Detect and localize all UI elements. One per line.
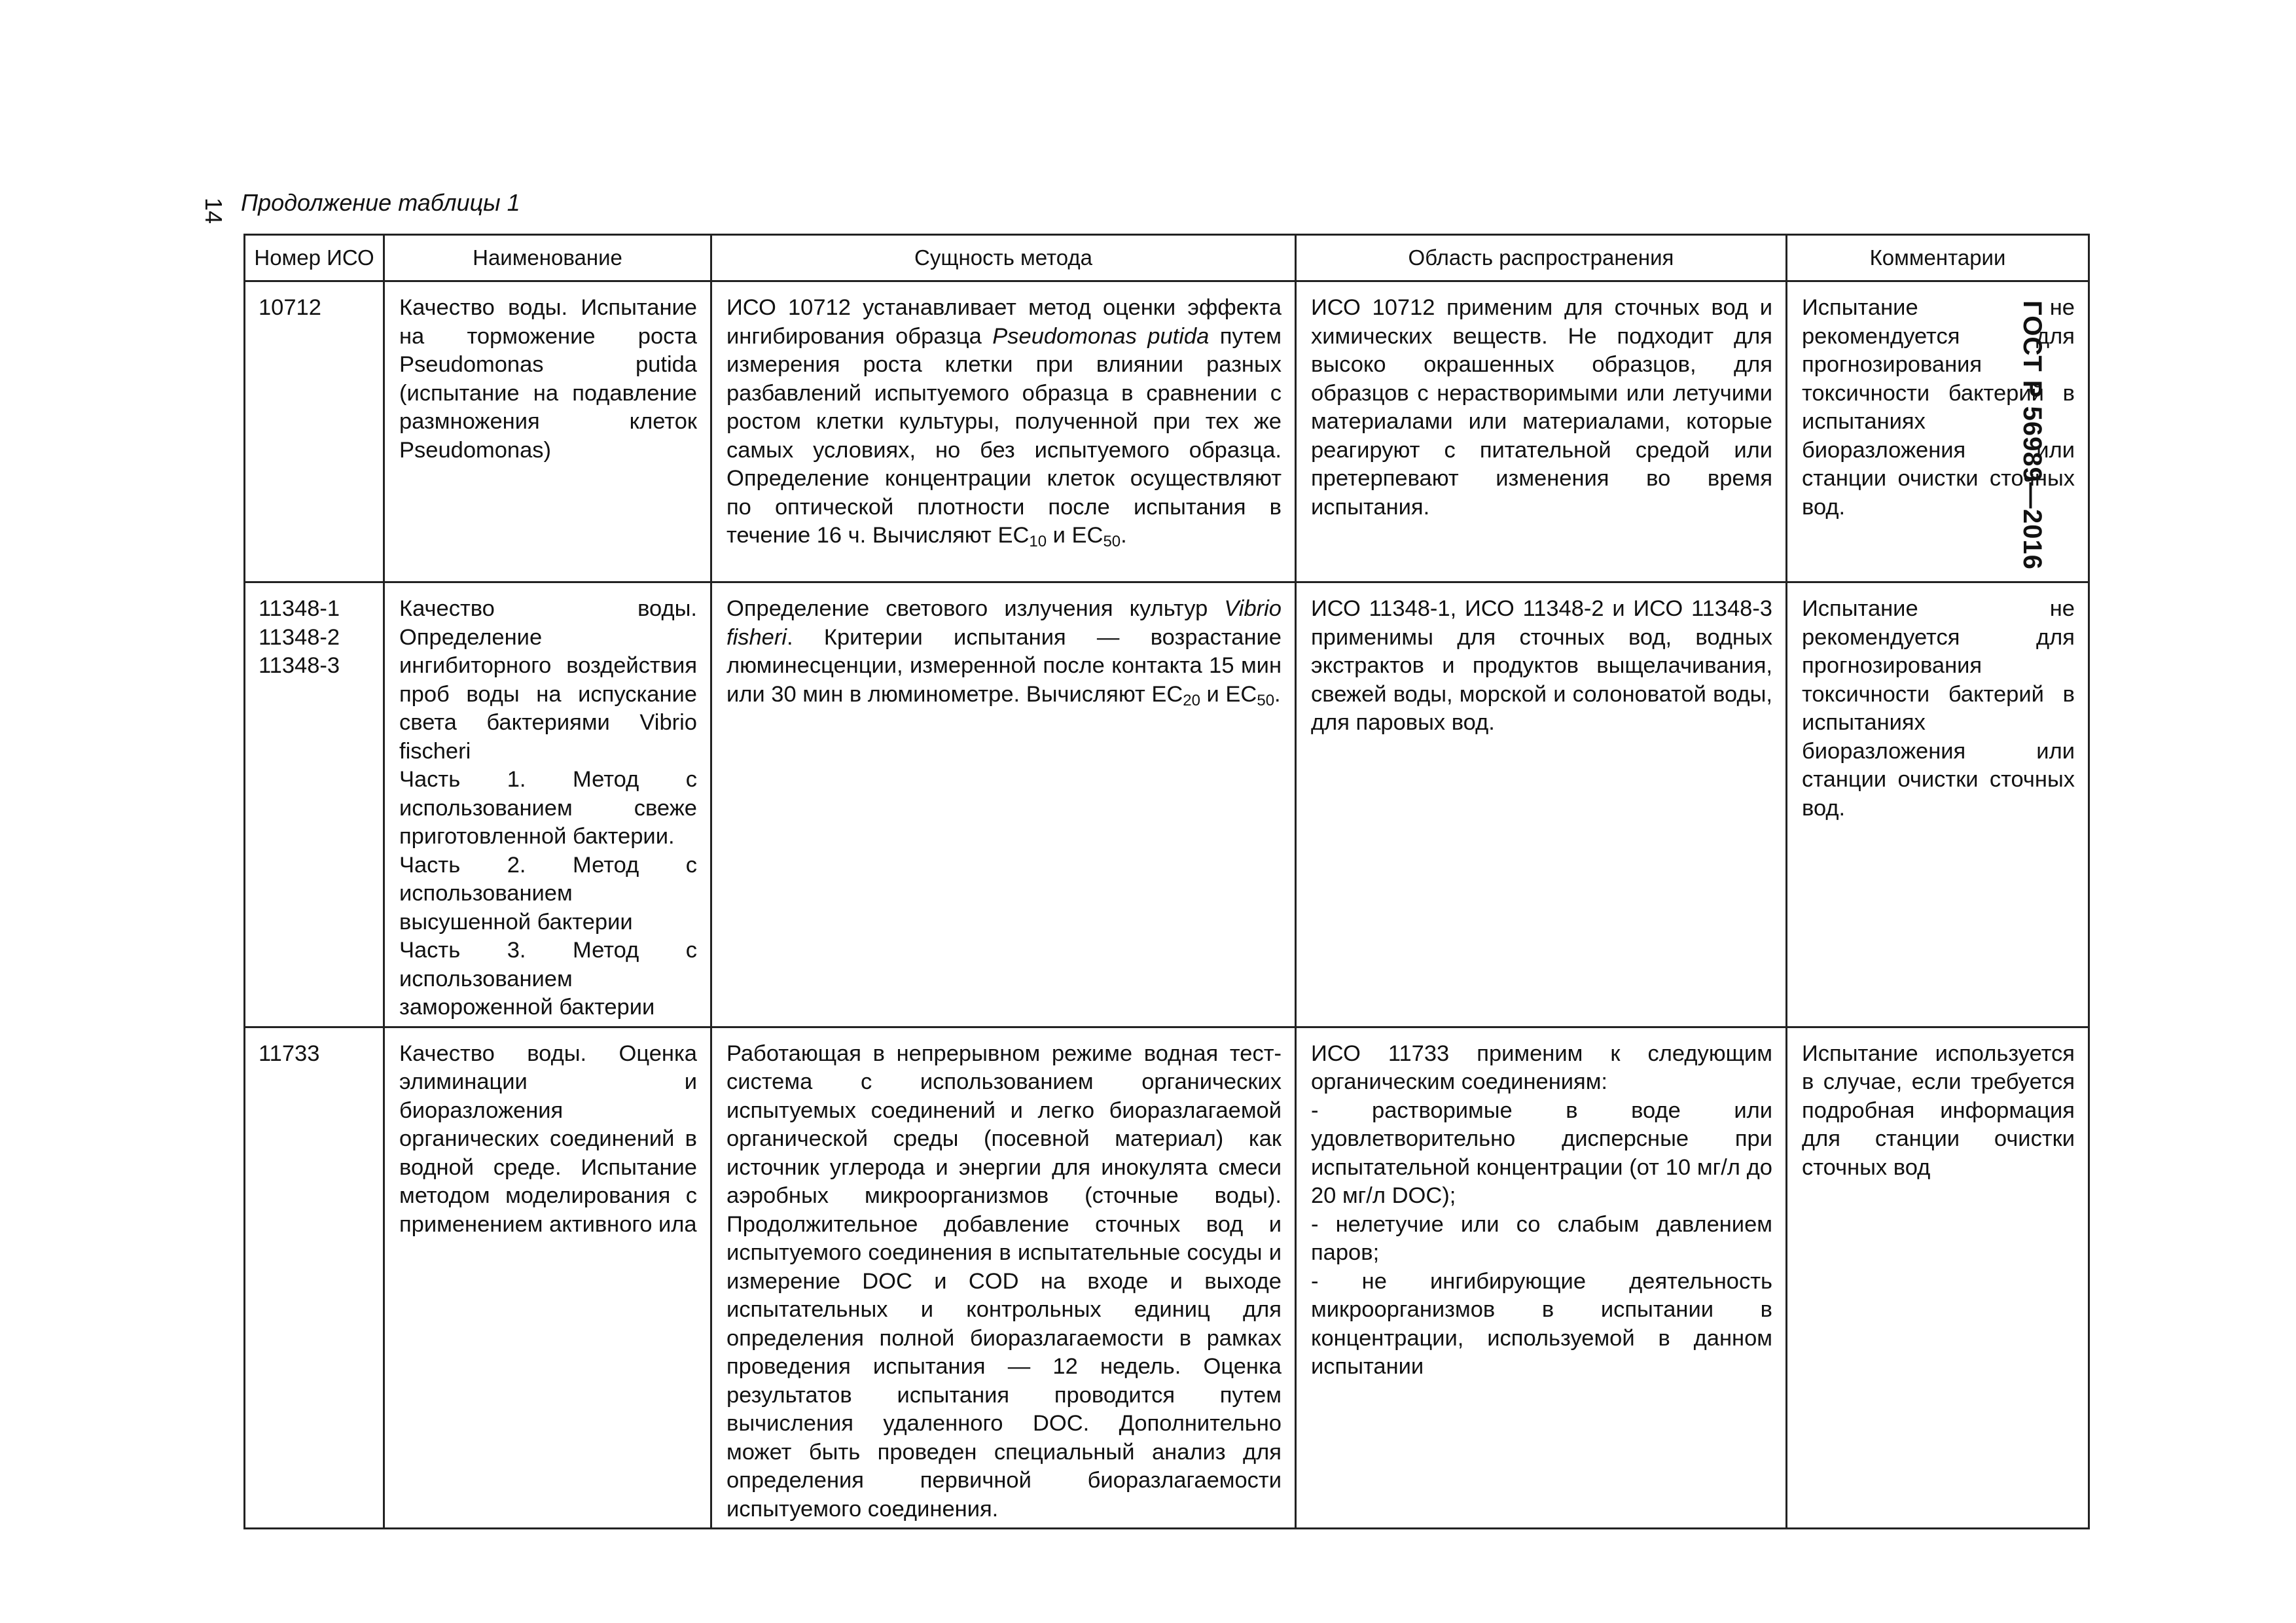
cell-scope [1296, 1027, 1787, 1529]
name-part-2: Часть 2. Метод с использованием высушенной бактерии [399, 852, 697, 935]
header-scope: Область распространения [1296, 235, 1787, 281]
table-row [245, 281, 2089, 582]
header-name: Наименование [384, 235, 711, 281]
page-number: 14 [200, 198, 227, 224]
table-row [245, 1027, 2089, 1529]
scope-text: ИСО 11733 применим к следующим органическим соединениям: [1311, 1041, 1772, 1094]
iso-number: 11348-2 [259, 624, 340, 650]
name-text: Качество воды. Определение ингибиторного воздействия проб воды на испускание света бактериями Vibrio fischeri [399, 596, 697, 764]
cell-method [711, 582, 1296, 1027]
cell-iso-number [245, 1027, 384, 1529]
cell-scope [1296, 281, 1787, 582]
cell-iso-number [245, 281, 384, 582]
cell-name [384, 1027, 711, 1529]
cell-method [711, 1027, 1296, 1529]
cell-comment [1787, 1027, 2089, 1529]
scope-item: - растворимые в воде или удовлетворительно дисперсные при испытательной концентрации (от 10 мг/л до 20 мг/л DOC); [1311, 1097, 1772, 1208]
iso-number: 11348-3 [259, 653, 340, 678]
iso-number: 11733 [259, 1041, 320, 1066]
scope-text: ИСО 11348-1, ИСО 11348-2 и ИСО 11348-3 применимы для сточных вод, водных экстрактов и продуктов выщелачивания, свежей воды, морской и солоноватой воды, для паровых вод. [1311, 596, 1772, 735]
comment-text: Испытание не рекомендуется для прогнозирования токсичности бактерий в испытаниях биоразложения или станции очистки сточных вод. [1802, 596, 2075, 821]
table-caption: Продолжение таблицы 1 [241, 189, 520, 216]
table-header-row [245, 235, 2089, 281]
name-part-3: Часть 3. Метод с использованием замороженной бактерии [399, 938, 697, 1020]
iso-number: 11348-1 [259, 596, 340, 621]
scope-item: - нелетучие или со слабым давлением паров; [1311, 1211, 1772, 1265]
comment-text: Испытание не рекомендуется для прогнозирования токсичности бактерий в испытаниях биоразложения или станции очистки сточных вод. [1802, 295, 2075, 520]
scope-item: - не ингибирующие деятельность микроорганизмов в испытании в концентрации, используемой в данном испытании [1311, 1268, 1772, 1379]
cell-iso-number [245, 582, 384, 1027]
cell-comment [1787, 281, 2089, 582]
standard-designation: ГОСТ Р 56989—2016 [2018, 300, 2047, 570]
iso-number: 10712 [259, 295, 321, 320]
name-text: Качество воды. Испытание на торможение роста Pseudomonas putida (испытание на подавление размножения клеток Pseudomonas) [399, 295, 697, 463]
cell-comment [1787, 582, 2089, 1027]
scope-text: ИСО 10712 применим для сточных вод и химических веществ. Не подходит для высоко окрашенных образцов, для образцов с нерастворимыми или летучими материалами или материалами, которые реагируют с питательной средой или претерпевают изменения во время испытания. [1311, 295, 1772, 520]
name-part-1: Часть 1. Метод с использованием свеже приготовленной бактерии. [399, 767, 697, 849]
name-text: Качество воды. Оценка элиминации и биоразложения органических соединений в водной среде. Испытание методом моделирования с применением активного ила [399, 1041, 697, 1237]
method-text: Определение светового излучения культур Vibrio fisheri. Критерии испытания — возрастание люминесценции, измеренной после контакта 15 мин или 30 мин в люминометре. Вычисляют $EC_{20}$ и $EC_{50}$. [726, 596, 1282, 709]
method-text: Работающая в непрерывном режиме водная тест-система с использованием органических испытуемых соединений и легко биоразлагаемой органической среды (посевной материал) как источник углерода и энергии для инокулята смеси аэробных микроорганизмов (сточные воды). Продолжительное добавление сточных вод и испытуемого соединения в испытательные сосуды и измерение DOC и COD на входе и выходе испытательных и контрольных единиц для определения полной биоразлагаемости в рамках проведения испытания — 12 недель. Оценка результатов испытания проводится путем вычисления удаленного DOC. Дополнительно может быть проведен специальный анализ для определения первичной биоразлагаемости испытуемого соединения. [726, 1041, 1282, 1522]
header-iso-number: Номер ИСО [245, 235, 384, 281]
table-row [245, 582, 2089, 1027]
cell-name [384, 281, 711, 582]
header-comments: Комментарии [1787, 235, 2089, 281]
comment-text: Испытание используется в случае, если требуется подробная информация для станции очистки сточных вод [1802, 1041, 2075, 1180]
iso-standards-table [243, 234, 2090, 1529]
header-method: Сущность метода [711, 235, 1296, 281]
cell-method [711, 281, 1296, 582]
method-text: ИСО 10712 устанавливает метод оценки эффекта ингибирования образца Pseudomonas putida путем измерения роста клетки при влиянии разных разбавлений испытуемого образца в сравнении с ростом клетки культуры, полученной при тех же самых условиях, но без испытуемого образца. Определение концентрации клеток осуществляют по оптической плотности после испытания в течение 16 ч. Вычисляют $EC_{10}$ и $EC_{50}$. [726, 295, 1282, 550]
cell-scope [1296, 582, 1787, 1027]
cell-name [384, 582, 711, 1027]
